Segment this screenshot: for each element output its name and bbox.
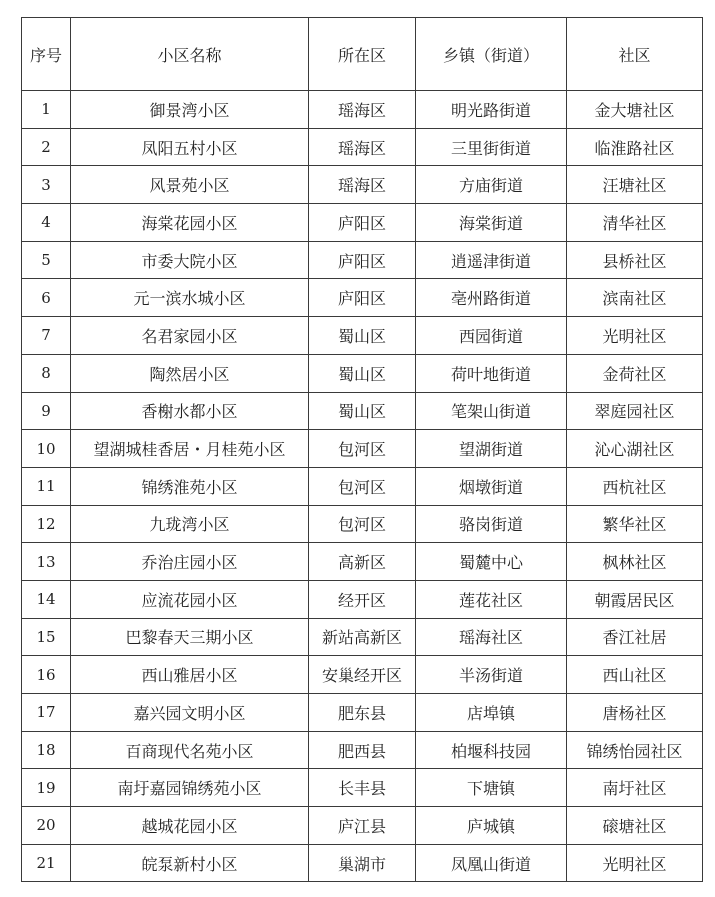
district-cell: 包河区	[309, 430, 416, 468]
header-index: 序号	[22, 18, 71, 91]
row-index-cell: 19	[22, 769, 71, 807]
neighborhood-cell: 金大塘社区	[567, 91, 703, 129]
header-town-street: 乡镇（街道）	[416, 18, 567, 91]
neighborhood-cell: 繁华社区	[567, 505, 703, 543]
community-name-cell: 望湖城桂香居・月桂苑小区	[71, 430, 309, 468]
row-index-cell: 6	[22, 279, 71, 317]
community-name-cell: 皖泵新村小区	[71, 844, 309, 882]
row-index-cell: 18	[22, 731, 71, 769]
community-name-cell: 乔治庄园小区	[71, 543, 309, 581]
town-street-cell: 店埠镇	[416, 694, 567, 732]
table-row	[22, 91, 703, 129]
community-name-cell: 风景苑小区	[71, 166, 309, 204]
table-row	[22, 694, 703, 732]
town-street-cell: 下塘镇	[416, 769, 567, 807]
district-cell: 瑶海区	[309, 91, 416, 129]
row-index-cell: 5	[22, 241, 71, 279]
town-street-cell: 骆岗街道	[416, 505, 567, 543]
row-index-cell: 1	[22, 91, 71, 129]
community-name-cell: 元一滨水城小区	[71, 279, 309, 317]
table-row	[22, 430, 703, 468]
table-row	[22, 543, 703, 581]
town-street-cell: 庐城镇	[416, 807, 567, 845]
district-cell: 蜀山区	[309, 392, 416, 430]
town-street-cell: 明光路街道	[416, 91, 567, 129]
neighborhood-cell: 唐杨社区	[567, 694, 703, 732]
district-cell: 庐江县	[309, 807, 416, 845]
community-name-cell: 嘉兴园文明小区	[71, 694, 309, 732]
district-cell: 庐阳区	[309, 279, 416, 317]
row-index-cell: 15	[22, 618, 71, 656]
table-row	[22, 769, 703, 807]
district-cell: 高新区	[309, 543, 416, 581]
row-index-cell: 2	[22, 128, 71, 166]
table-row	[22, 204, 703, 242]
district-cell: 巢湖市	[309, 844, 416, 882]
town-street-cell: 望湖街道	[416, 430, 567, 468]
town-street-cell: 烟墩街道	[416, 467, 567, 505]
district-cell: 安巢经开区	[309, 656, 416, 694]
row-index-cell: 4	[22, 204, 71, 242]
table-row	[22, 505, 703, 543]
row-index-cell: 14	[22, 580, 71, 618]
table-row	[22, 731, 703, 769]
town-street-cell: 蜀麓中心	[416, 543, 567, 581]
table-row	[22, 844, 703, 882]
neighborhood-cell: 滨南社区	[567, 279, 703, 317]
community-name-cell: 巴黎春天三期小区	[71, 618, 309, 656]
community-name-cell: 锦绣淮苑小区	[71, 467, 309, 505]
table-row	[22, 807, 703, 845]
town-street-cell: 凤凰山街道	[416, 844, 567, 882]
row-index-cell: 8	[22, 354, 71, 392]
district-cell: 瑶海区	[309, 128, 416, 166]
community-name-cell: 市委大院小区	[71, 241, 309, 279]
district-cell: 经开区	[309, 580, 416, 618]
district-cell: 蜀山区	[309, 317, 416, 355]
community-name-cell: 名君家园小区	[71, 317, 309, 355]
neighborhood-cell: 磙塘社区	[567, 807, 703, 845]
table-row	[22, 128, 703, 166]
district-cell: 包河区	[309, 505, 416, 543]
town-street-cell: 莲花社区	[416, 580, 567, 618]
table-row	[22, 166, 703, 204]
table-row	[22, 467, 703, 505]
row-index-cell: 7	[22, 317, 71, 355]
district-cell: 新站高新区	[309, 618, 416, 656]
town-street-cell: 三里街街道	[416, 128, 567, 166]
district-cell: 肥东县	[309, 694, 416, 732]
neighborhood-cell: 朝霞居民区	[567, 580, 703, 618]
row-index-cell: 12	[22, 505, 71, 543]
neighborhood-cell: 光明社区	[567, 844, 703, 882]
table-row	[22, 354, 703, 392]
community-name-cell: 陶然居小区	[71, 354, 309, 392]
town-street-cell: 荷叶地街道	[416, 354, 567, 392]
table-row	[22, 580, 703, 618]
district-cell: 瑶海区	[309, 166, 416, 204]
neighborhood-cell: 光明社区	[567, 317, 703, 355]
row-index-cell: 11	[22, 467, 71, 505]
district-cell: 包河区	[309, 467, 416, 505]
table-row	[22, 279, 703, 317]
community-name-cell: 百商现代名苑小区	[71, 731, 309, 769]
table-row	[22, 317, 703, 355]
neighborhood-cell: 枫林社区	[567, 543, 703, 581]
neighborhood-cell: 县桥社区	[567, 241, 703, 279]
row-index-cell: 21	[22, 844, 71, 882]
community-name-cell: 九珑湾小区	[71, 505, 309, 543]
neighborhood-cell: 汪塘社区	[567, 166, 703, 204]
row-index-cell: 20	[22, 807, 71, 845]
neighborhood-cell: 锦绣怡园社区	[567, 731, 703, 769]
community-name-cell: 南圩嘉园锦绣苑小区	[71, 769, 309, 807]
header-row	[22, 18, 703, 91]
neighborhood-cell: 西杭社区	[567, 467, 703, 505]
header-community-name: 小区名称	[71, 18, 309, 91]
town-street-cell: 柏堰科技园	[416, 731, 567, 769]
community-name-cell: 应流花园小区	[71, 580, 309, 618]
town-street-cell: 海棠街道	[416, 204, 567, 242]
town-street-cell: 逍遥津街道	[416, 241, 567, 279]
district-cell: 长丰县	[309, 769, 416, 807]
community-name-cell: 御景湾小区	[71, 91, 309, 129]
row-index-cell: 17	[22, 694, 71, 732]
table-row	[22, 656, 703, 694]
row-index-cell: 9	[22, 392, 71, 430]
town-street-cell: 笔架山街道	[416, 392, 567, 430]
neighborhood-cell: 沁心湖社区	[567, 430, 703, 468]
table-row	[22, 241, 703, 279]
district-cell: 庐阳区	[309, 204, 416, 242]
neighborhood-cell: 西山社区	[567, 656, 703, 694]
community-table	[21, 17, 703, 882]
community-name-cell: 海棠花园小区	[71, 204, 309, 242]
neighborhood-cell: 临淮路社区	[567, 128, 703, 166]
town-street-cell: 亳州路街道	[416, 279, 567, 317]
community-name-cell: 凤阳五村小区	[71, 128, 309, 166]
table-row	[22, 618, 703, 656]
town-street-cell: 西园街道	[416, 317, 567, 355]
neighborhood-cell: 翠庭园社区	[567, 392, 703, 430]
row-index-cell: 10	[22, 430, 71, 468]
district-cell: 庐阳区	[309, 241, 416, 279]
table-container	[21, 17, 703, 882]
row-index-cell: 3	[22, 166, 71, 204]
town-street-cell: 方庙街道	[416, 166, 567, 204]
district-cell: 蜀山区	[309, 354, 416, 392]
district-cell: 肥西县	[309, 731, 416, 769]
town-street-cell: 瑶海社区	[416, 618, 567, 656]
neighborhood-cell: 香江社居	[567, 618, 703, 656]
table-row	[22, 392, 703, 430]
header-district: 所在区	[309, 18, 416, 91]
community-name-cell: 越城花园小区	[71, 807, 309, 845]
community-name-cell: 香榭水都小区	[71, 392, 309, 430]
row-index-cell: 16	[22, 656, 71, 694]
row-index-cell: 13	[22, 543, 71, 581]
neighborhood-cell: 金荷社区	[567, 354, 703, 392]
town-street-cell: 半汤街道	[416, 656, 567, 694]
community-name-cell: 西山雅居小区	[71, 656, 309, 694]
neighborhood-cell: 清华社区	[567, 204, 703, 242]
neighborhood-cell: 南圩社区	[567, 769, 703, 807]
header-neighborhood: 社区	[567, 18, 703, 91]
